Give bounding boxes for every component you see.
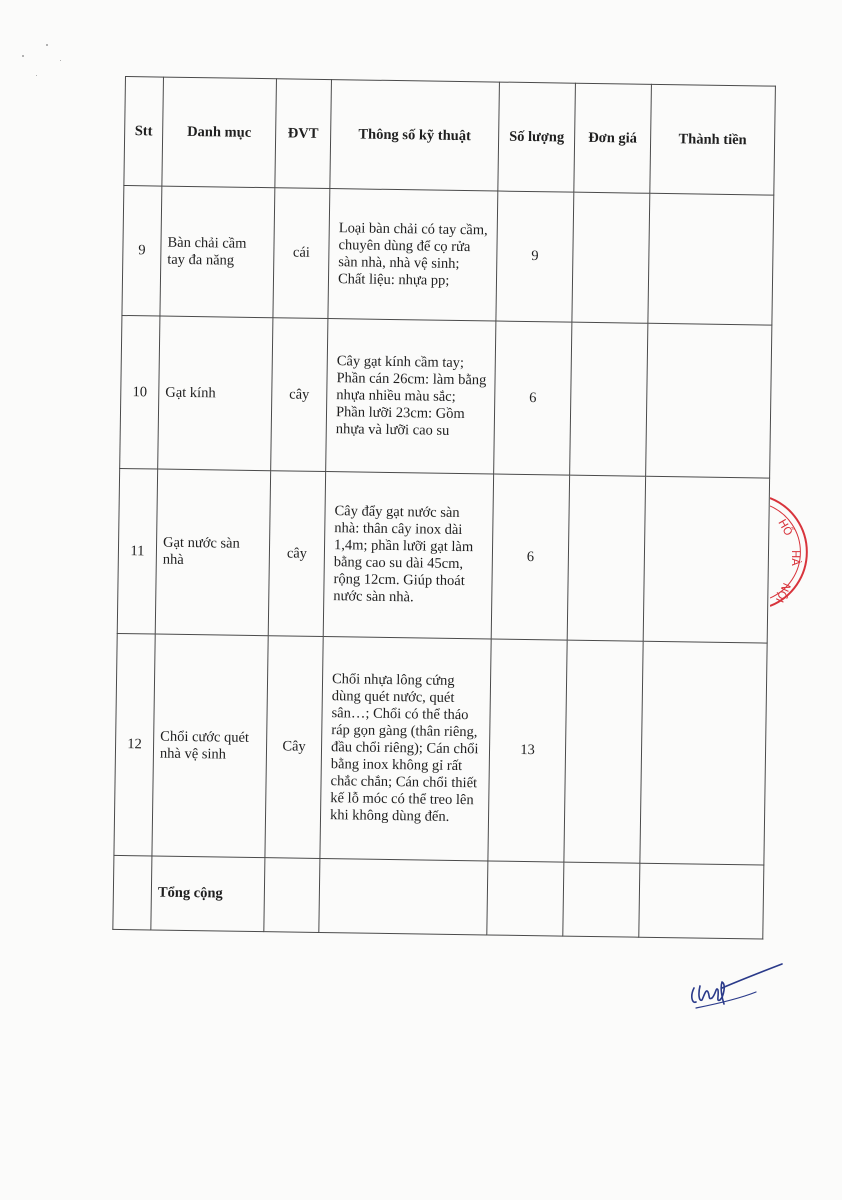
header-unit: ĐVT <box>275 79 332 189</box>
cell-stt <box>113 855 152 930</box>
cell-stt: 9 <box>122 185 162 316</box>
handwritten-signature <box>686 958 786 1018</box>
cell-spec <box>326 319 496 474</box>
cell-qty: 9 <box>496 191 574 322</box>
header-name: Danh mục <box>162 77 277 188</box>
red-seal-stamp <box>770 492 830 612</box>
cell-qty <box>487 861 564 936</box>
spec-line: Chất liệu: nhựa pp; <box>337 270 450 289</box>
table-row <box>117 468 769 643</box>
items-table <box>112 76 776 940</box>
cell-unit: Cây <box>265 636 323 859</box>
cell-spec <box>323 472 493 639</box>
svg-text:NỘI: NỘI <box>772 580 794 605</box>
spec-line: Loại bàn chải có tay cầm, chuyên dùng để cọ rửa sàn nhà, nhà vệ sinh; <box>338 219 488 272</box>
cell-price <box>567 475 645 641</box>
spec-line: Phần lưỡi 23cm: Gồm nhựa và lưỡi cao su <box>335 403 465 439</box>
cell-name: Chổi cước quét nhà vệ sinh <box>152 634 268 858</box>
cell-qty: 6 <box>491 474 569 640</box>
header-stt: Stt <box>124 77 164 187</box>
cell-name: Gạt kính <box>158 316 273 471</box>
cell-price <box>570 322 648 476</box>
scan-speck <box>22 55 24 57</box>
scan-speck <box>46 44 48 46</box>
svg-text:HÀ: HÀ <box>789 550 802 566</box>
cell-spec <box>320 637 491 861</box>
cell-price <box>564 640 643 863</box>
header-total: Thành tiền <box>650 84 776 195</box>
header-row <box>124 77 776 196</box>
cell-qty: 13 <box>488 639 567 862</box>
total-row <box>113 855 764 939</box>
spec-line: Chổi nhựa lông cứng dùng quét nước, quét sân…; Chổi có thể tháo ráp gọn gàng (thân riêng, đầu chổi riêng); Cán chổi bằng inox không gỉ rất chắc chắn; Cán chổi thiết kế lỗ móc có thể treo lên khi không dùng đến. <box>329 671 479 825</box>
spec-line: Cây gạt kính cầm tay; <box>336 352 465 371</box>
cell-stt: 11 <box>117 468 157 634</box>
cell-spec <box>319 858 488 934</box>
total-label: Tổng cộng <box>151 856 265 932</box>
cell-total <box>646 323 772 478</box>
table-row <box>120 315 772 478</box>
cell-total <box>639 863 764 939</box>
cell-total <box>648 193 774 325</box>
cell-price <box>572 192 650 323</box>
scan-speck <box>60 60 61 61</box>
cell-total <box>643 476 769 643</box>
cell-name: Gạt nước sàn nhà <box>155 469 270 636</box>
cell-price <box>563 862 640 937</box>
cell-total <box>640 641 767 865</box>
scan-speck <box>36 75 37 76</box>
cell-unit: cây <box>268 471 325 637</box>
cell-stt: 12 <box>114 633 155 856</box>
header-spec: Thông số kỹ thuật <box>330 80 500 191</box>
spec-line: Cây đẩy gạt nước sàn nhà: thân cây inox dài 1,4m; phần lưỡi gạt làm bằng cao su dài 45cm, rộng 12cm. Giúp thoát nước sàn nhà. <box>333 503 474 606</box>
cell-unit <box>264 858 320 933</box>
svg-text:HỒ: HỒ <box>775 517 796 539</box>
cell-unit: cái <box>273 188 330 319</box>
cell-qty: 6 <box>494 321 572 475</box>
table-row <box>114 633 767 865</box>
table-row <box>122 185 774 325</box>
header-qty: Số lượng <box>498 82 576 192</box>
cell-unit: cây <box>271 318 328 472</box>
header-price: Đơn giá <box>574 83 652 193</box>
cell-stt: 10 <box>120 315 160 469</box>
spec-line: Phần cán 26cm: làm bằng nhựa nhiều màu sắc; <box>336 369 487 405</box>
cell-spec <box>328 189 498 321</box>
cell-name: Bàn chải cầm tay đa năng <box>160 186 275 318</box>
